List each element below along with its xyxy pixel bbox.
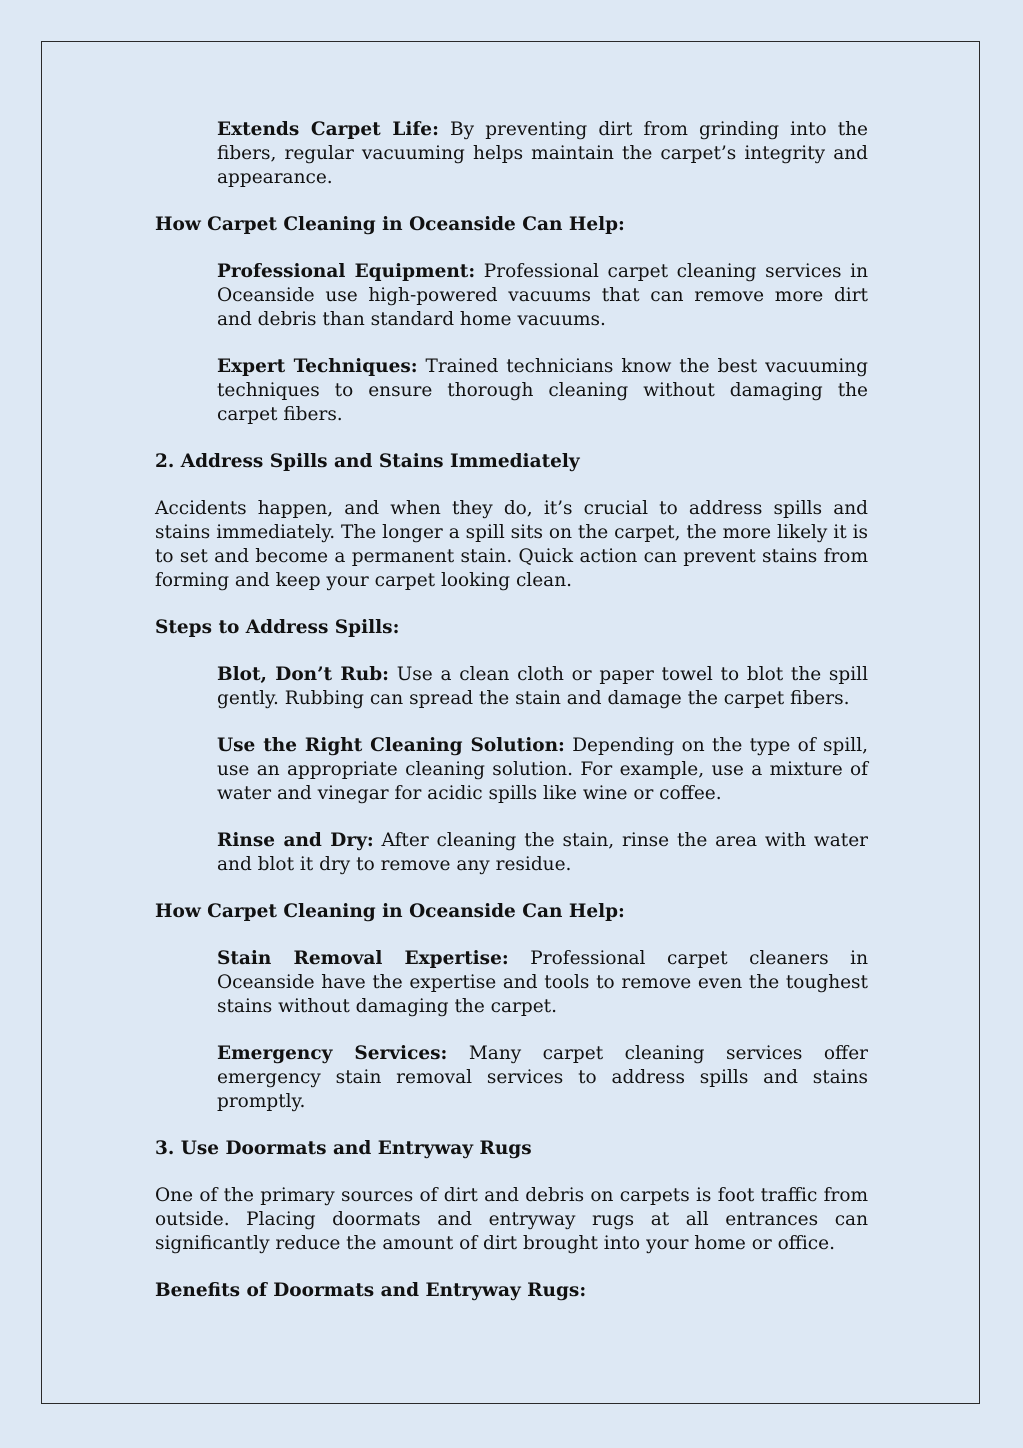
item-label: Stain Removal Expertise: [217,948,509,969]
list-item-right-cleaning-solution [217,734,868,806]
list-item-extends-carpet-life [217,118,868,190]
item-text: By preventing dirt from grinding into the fibers, regular vacuuming helps maintain the carpet’s integrity and appearance. [217,119,868,188]
item-label: Expert Techniques: [217,356,418,377]
section-heading-oceanside-help-2: How Carpet Cleaning in Oceanside Can Help: [155,901,625,922]
item-label: Extends Carpet Life: [217,119,439,140]
item-text: Professional carpet cleaners in Oceanside have the expertise and tools to remove even the toughest stains without damaging the carpet. [217,948,868,1017]
item-text: After cleaning the stain, rinse the area with water and blot it dry to remove any residue. [217,830,868,875]
item-text: Trained technicians know the best vacuuming techniques to ensure thorough cleaning without damaging the carpet fibers. [217,356,869,425]
subheading-steps-to-address-spills: Steps to Address Spills: [155,617,400,638]
item-label: Emergency Services: [217,1043,448,1064]
list-item-stain-removal-expertise [217,947,868,1019]
body-paragraph-accidents: Accidents happen, and when they do, it’s crucial to address spills and stains immediately. The longer a spill sits on the carpet, the more likely it is to set and become a permanent stain. Quick action can prevent stains from forming and keep your carpet looking clean. [155,498,868,591]
item-text: Depending on the type of spill, use an appropriate cleaning solution. For example, use a mixture of water and vinegar for acidic spills like wine or coffee. [217,735,868,804]
list-item-expert-techniques [217,355,868,427]
section-heading-oceanside-help: How Carpet Cleaning in Oceanside Can Help: [155,214,625,235]
subheading-benefits-doormats: Benefits of Doormats and Entryway Rugs: [155,1280,587,1301]
section-heading-doormats: 3. Use Doormats and Entryway Rugs [155,1138,532,1159]
list-item-emergency-services [217,1042,868,1114]
document-body [155,118,868,1326]
section-heading-address-spills: 2. Address Spills and Stains Immediately [155,451,580,472]
item-text: Professional carpet cleaning services in Oceanside use high-powered vacuums that can remove more dirt and debris than standard home vacuums. [217,261,868,330]
item-label: Professional Equipment: [217,261,476,282]
item-label: Use the Right Cleaning Solution: [217,735,565,756]
item-text: Use a clean cloth or paper towel to blot the spill gently. Rubbing can spread the stain and damage the carpet fibers. [217,664,869,709]
list-item-professional-equipment [217,260,868,332]
body-paragraph-foot-traffic: One of the primary sources of dirt and debris on carpets is foot traffic from outside. Placing doormats and entryway rugs at all entrances can significantly reduce the amount of dirt brought into your home or office. [155,1185,868,1254]
item-label: Blot, Don’t Rub: [217,664,389,685]
list-item-blot-dont-rub [217,663,868,711]
list-item-rinse-and-dry [217,829,868,877]
item-label: Rinse and Dry: [217,830,374,851]
item-text: Many carpet cleaning services offer emergency stain removal services to address spills and stains promptly. [217,1043,868,1112]
